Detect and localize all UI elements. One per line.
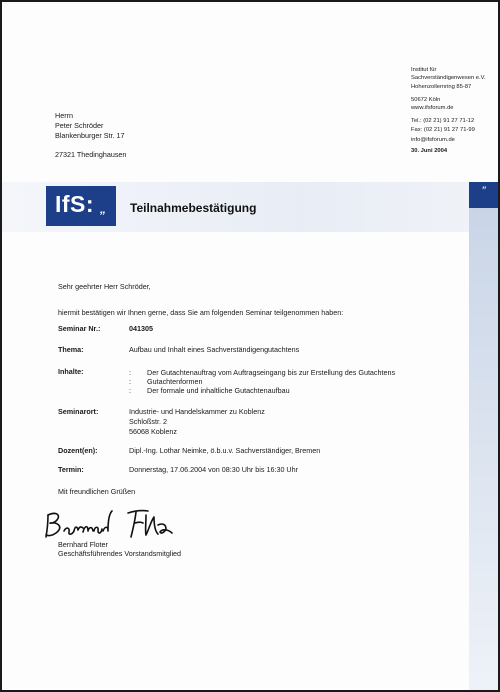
signatory-name: Bernhard Floter [58,540,108,549]
seminarort-line: Industrie- und Handelskammer zu Koblenz [129,407,265,416]
signatory-role: Geschäftsführendes Vorstandsmitglied [58,549,182,558]
termin-label: Termin: [58,465,84,474]
seminarort-label: Seminarort: [58,407,99,416]
strip-quote-mark: ” [469,182,498,208]
intro-text: hiermit bestätigen wir Ihnen gerne, dass Sie am folgenden Seminar teilgenommen haben: [58,308,344,317]
dozent-value: Dipl.-Ing. Lothar Neimke, ö.b.u.v. Sachverständiger, Bremen [129,446,321,455]
logo-text: IfS: [55,191,95,217]
seminarort-line: Schloßstr. 2 [129,417,167,426]
sender-city: 50672 Köln [411,97,441,103]
seminarort-line: 56068 Koblenz [129,427,177,436]
sender-line2: Sachverständigenwesen e.V. [411,75,486,81]
ifs-logo [46,186,116,226]
sender-tel: Tel.: (02 21) 91 27 71-12 [411,118,475,124]
recipient-city: 27321 Thedinghausen [55,150,127,159]
inhalte-label: Inhalte: [58,367,84,376]
termin-value: Donnerstag, 17.06.2004 von 08:30 Uhr bis 16:30 Uhr [129,465,299,474]
sender-web: www.ifsforum.de [411,105,454,111]
decorative-right-strip [469,182,498,690]
recipient-street: Blankenburger Str. 17 [55,131,125,140]
inhalte-item: Der Gutachtenauftrag vom Auftragseingang bis zur Erstellung des Gutachtens [147,368,396,377]
sender-fax: Fax: (02 21) 91 27 71-99 [411,127,475,133]
thema-value: Aufbau und Inhalt eines Sachverständigengutachtens [129,345,300,354]
inhalte-bullet: : [129,377,131,386]
recipient-salutation: Herrn [55,111,73,120]
sender-email: info@ifsforum.de [411,137,455,143]
sender-street: Hohenzollernring 85-87 [411,84,472,90]
inhalte-item: Gutachtenformen [147,377,203,386]
thema-label: Thema: [58,345,84,354]
inhalte-item: Der formale und inhaltliche Gutachtenaufbau [147,386,290,395]
recipient-name: Peter Schröder [55,121,104,130]
document-title: Teilnahmebestätigung [130,201,257,215]
seminar-nr-value: 041305 [129,324,153,333]
seminar-nr-label: Seminar Nr.: [58,324,101,333]
handwritten-signature [42,507,182,541]
greeting: Sehr geehrter Herr Schröder, [58,282,151,291]
closing-text: Mit freundlichen Grüßen [58,487,136,496]
logo-quote-mark: „ [100,202,106,216]
letter-date: 30. Juni 2004 [411,148,448,154]
dozent-label: Dozent(en): [58,446,98,455]
inhalte-bullet: : [129,368,131,377]
sender-line1: Institut für [411,67,437,73]
inhalte-bullet: : [129,386,131,395]
